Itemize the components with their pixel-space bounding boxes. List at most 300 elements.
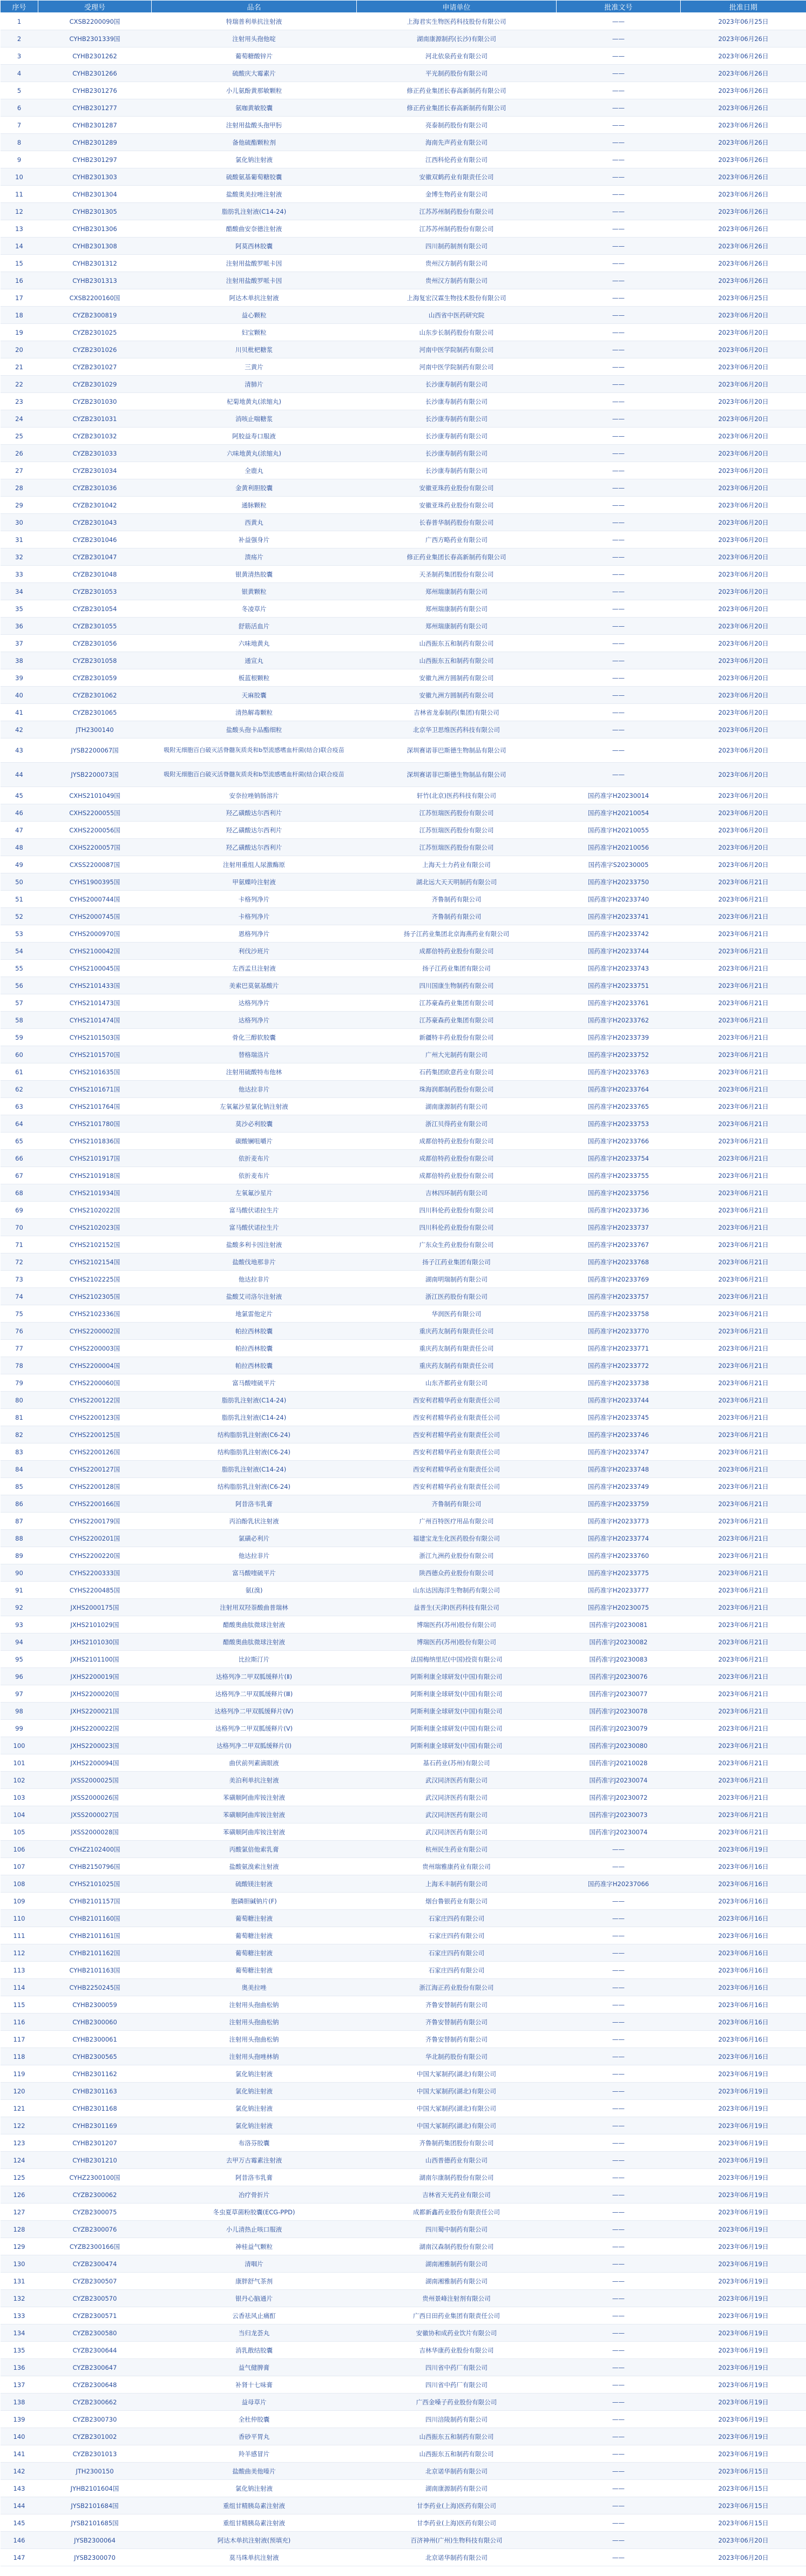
table-row	[1, 65, 806, 82]
cell-approval-no: ——	[557, 307, 681, 324]
cell-product-name: 注射用重组人尿激酶原	[152, 856, 357, 873]
cell-approval-date: 2023年06月20日	[681, 738, 806, 763]
cell-index: 143	[1, 2480, 38, 2497]
cell-acceptance-no: CYZB2300580	[38, 2324, 152, 2342]
cell-acceptance-no: CYHS2102305国	[38, 1288, 152, 1305]
cell-approval-date: 2023年06月16日	[681, 1927, 806, 1944]
cell-acceptance-no: CYHS2200002国	[38, 1323, 152, 1340]
table-row	[1, 1340, 806, 1357]
cell-product-name: 银黄颗粒	[152, 583, 357, 600]
cell-applicant: 郑州瑞康制药有限公司	[357, 600, 557, 618]
table-row	[1, 341, 806, 358]
table-row	[1, 1772, 806, 1789]
cell-product-name: 羟乙磺酸达尔西利片	[152, 839, 357, 856]
cell-acceptance-no: CYHS2200220国	[38, 1547, 152, 1564]
cell-approval-no: ——	[557, 2169, 681, 2186]
cell-approval-date: 2023年06月16日	[681, 1910, 806, 1927]
cell-applicant: 山西普德药业有限公司	[357, 2152, 557, 2169]
cell-acceptance-no: CYHB2301162	[38, 2065, 152, 2083]
cell-product-name: 川贝枇杷糖浆	[152, 341, 357, 358]
cell-approval-no: ——	[557, 2359, 681, 2376]
cell-applicant: 修正药业集团长春高新制药有限公司	[357, 99, 557, 117]
cell-applicant: 齐鲁安替制药有限公司	[357, 2031, 557, 2048]
cell-approval-date: 2023年06月15日	[681, 2463, 806, 2480]
cell-product-name: 注射用盐酸罗哌卡因	[152, 272, 357, 289]
cell-applicant: 浙江九洲药业股份有限公司	[357, 1547, 557, 1564]
cell-acceptance-no: JYSB2200067国	[38, 738, 152, 763]
table-body	[1, 13, 806, 2566]
cell-product-name: 全鹿丸	[152, 462, 357, 479]
cell-approval-date: 2023年06月20日	[681, 410, 806, 428]
cell-approval-date: 2023年06月19日	[681, 2342, 806, 2359]
cell-product-name: 氯化钠注射液	[152, 151, 357, 168]
cell-index: 65	[1, 1133, 38, 1150]
cell-index: 117	[1, 2031, 38, 2048]
cell-applicant: 湖南汉森制药股份有限公司	[357, 2238, 557, 2255]
cell-approval-no: ——	[557, 618, 681, 635]
cell-product-name: 曲伏前列素滴眼液	[152, 1754, 357, 1772]
table-row	[1, 1737, 806, 1754]
cell-approval-no: ——	[557, 289, 681, 307]
table-row	[1, 1409, 806, 1426]
cell-product-name: 冶疗骨折片	[152, 2186, 357, 2204]
cell-index: 92	[1, 1599, 38, 1616]
cell-acceptance-no: CYHB2301210	[38, 2152, 152, 2169]
cell-index: 15	[1, 255, 38, 272]
cell-product-name: 盐酸氨溴索注射液	[152, 1858, 357, 1875]
cell-approval-date: 2023年06月21日	[681, 1219, 806, 1236]
cell-applicant: 金博生物药业有限公司	[357, 186, 557, 203]
cell-acceptance-no: CYZB2300507	[38, 2273, 152, 2290]
cell-approval-no: 国药准字H20233740	[557, 891, 681, 908]
cell-applicant: 安徽九洲方圆制药有限公司	[357, 669, 557, 687]
cell-applicant: 上海君实生物医药科技股份有限公司	[357, 13, 557, 30]
cell-approval-date: 2023年06月21日	[681, 977, 806, 994]
table-row	[1, 272, 806, 289]
cell-approval-date: 2023年06月19日	[681, 2186, 806, 2204]
cell-applicant: 安徽亚珠药业股份有限公司	[357, 479, 557, 497]
cell-applicant: 江西科伦药业有限公司	[357, 151, 557, 168]
table-row	[1, 1029, 806, 1046]
cell-approval-date: 2023年06月19日	[681, 2376, 806, 2394]
table-row	[1, 514, 806, 531]
cell-acceptance-no: CYHS2101918国	[38, 1167, 152, 1184]
cell-acceptance-no: CYHS2200127国	[38, 1461, 152, 1478]
cell-approval-date: 2023年06月20日	[681, 583, 806, 600]
table-row	[1, 2480, 806, 2497]
table-row	[1, 1478, 806, 1495]
cell-product-name: 脂肪乳注射液(C14-24)	[152, 1461, 357, 1478]
cell-approval-no: ——	[557, 2428, 681, 2445]
cell-applicant: 湖南康源制药有限公司	[357, 1098, 557, 1115]
cell-approval-no: ——	[557, 1927, 681, 1944]
cell-approval-date: 2023年06月21日	[681, 1651, 806, 1668]
cell-product-name: 替格瑞洛片	[152, 1046, 357, 1063]
cell-approval-no: 国药准字H20233774	[557, 1530, 681, 1547]
cell-index: 114	[1, 1979, 38, 1996]
cell-acceptance-no: CYZB2301053	[38, 583, 152, 600]
cell-applicant: 中国大冢制药(湖北)有限公司	[357, 2065, 557, 2083]
cell-approval-no: 国药准字H20233772	[557, 1357, 681, 1374]
cell-index: 6	[1, 99, 38, 117]
cell-approval-date: 2023年06月21日	[681, 943, 806, 960]
cell-applicant: 西安利君精华药业有限责任公司	[357, 1478, 557, 1495]
cell-approval-no: ——	[557, 30, 681, 48]
cell-applicant: 烟台鲁银药业有限公司	[357, 1893, 557, 1910]
cell-index: 22	[1, 376, 38, 393]
table-row	[1, 1582, 806, 1599]
table-row	[1, 704, 806, 721]
cell-index: 7	[1, 117, 38, 134]
cell-product-name: 葡萄糖注射液	[152, 1962, 357, 1979]
cell-acceptance-no: CYHB2300060	[38, 2014, 152, 2031]
cell-approval-date: 2023年06月21日	[681, 1323, 806, 1340]
cell-approval-no: 国药准字H20233746	[557, 1426, 681, 1443]
cell-applicant: 广西日田药业集团有限责任公司	[357, 2307, 557, 2324]
cell-approval-no: ——	[557, 2480, 681, 2497]
cell-applicant: 杭州民生药业有限公司	[357, 1841, 557, 1858]
cell-product-name: 苯磺顺阿曲库铵注射液	[152, 1823, 357, 1841]
cell-applicant: 福建宝龙生化医药股份有限公司	[357, 1530, 557, 1547]
cell-acceptance-no: CXSB2200090国	[38, 13, 152, 30]
cell-approval-date: 2023年06月26日	[681, 134, 806, 151]
header-approval-date: 批准日期	[681, 1, 806, 13]
cell-approval-no: 国药准字H20233762	[557, 1012, 681, 1029]
cell-product-name: 富马酸伏诺拉生片	[152, 1219, 357, 1236]
cell-index: 11	[1, 186, 38, 203]
cell-acceptance-no: CXSB2200160国	[38, 289, 152, 307]
cell-index: 108	[1, 1875, 38, 1893]
table-row	[1, 1098, 806, 1115]
cell-approval-date: 2023年06月21日	[681, 1547, 806, 1564]
cell-index: 109	[1, 1893, 38, 1910]
cell-index: 142	[1, 2463, 38, 2480]
cell-applicant: 江苏恒瑞医药股份有限公司	[357, 804, 557, 822]
cell-index: 139	[1, 2411, 38, 2428]
cell-applicant: 四川制药制剂有限公司	[357, 238, 557, 255]
cell-product-name: 葡萄糖酸锌片	[152, 48, 357, 65]
cell-approval-date: 2023年06月21日	[681, 1720, 806, 1737]
cell-applicant: 长沙康寿制药有限公司	[357, 410, 557, 428]
cell-approval-no: 国药准字H20210055	[557, 822, 681, 839]
cell-product-name: 恩格列净片	[152, 925, 357, 943]
cell-product-name: 结构脂肪乳注射液(C6-24)	[152, 1426, 357, 1443]
cell-acceptance-no: CYZB2300076	[38, 2221, 152, 2238]
cell-acceptance-no: CYZB2300166国	[38, 2238, 152, 2255]
cell-applicant: 湖南康源制药(长沙)有限公司	[357, 30, 557, 48]
cell-approval-date: 2023年06月21日	[681, 1426, 806, 1443]
cell-product-name: 富马酸喹硫平片	[152, 1564, 357, 1582]
cell-acceptance-no: CYHS2102023国	[38, 1219, 152, 1236]
cell-product-name: 氨咖黄敏胶囊	[152, 99, 357, 117]
cell-approval-date: 2023年06月21日	[681, 1392, 806, 1409]
cell-applicant: 重庆药友制药有限责任公司	[357, 1340, 557, 1357]
cell-product-name: 达格列净二甲双胍缓释片(Ⅱ)	[152, 1668, 357, 1685]
cell-product-name: 卡格列净片	[152, 891, 357, 908]
cell-applicant: 浙江海正药业股份有限公司	[357, 1979, 557, 1996]
cell-acceptance-no: JYSB2300064	[38, 2532, 152, 2549]
cell-acceptance-no: CXHS2101049国	[38, 787, 152, 804]
cell-index: 34	[1, 583, 38, 600]
cell-index: 146	[1, 2532, 38, 2549]
table-row	[1, 1288, 806, 1305]
cell-approval-no: 国药准字H20233744	[557, 943, 681, 960]
cell-applicant: 亮泰制药股份有限公司	[357, 117, 557, 134]
cell-index: 132	[1, 2290, 38, 2307]
cell-index: 97	[1, 1685, 38, 1703]
cell-product-name: 结构脂肪乳注射液(C6-24)	[152, 1478, 357, 1495]
cell-acceptance-no: CYHS2102152国	[38, 1236, 152, 1253]
cell-acceptance-no: CXHS2200057国	[38, 839, 152, 856]
cell-approval-no: 国药准字H20233758	[557, 1305, 681, 1323]
cell-approval-date: 2023年06月20日	[681, 428, 806, 445]
cell-acceptance-no: CYZB2300474	[38, 2255, 152, 2273]
cell-index: 48	[1, 839, 38, 856]
cell-approval-date: 2023年06月21日	[681, 1150, 806, 1167]
cell-acceptance-no: CYHS2101570国	[38, 1046, 152, 1063]
cell-applicant: 贵州汉方制药有限公司	[357, 255, 557, 272]
cell-product-name: 杞菊地黄丸(浓缩丸)	[152, 393, 357, 410]
cell-approval-no: ——	[557, 2134, 681, 2152]
cell-approval-no: ——	[557, 2255, 681, 2273]
cell-approval-date: 2023年06月15日	[681, 2497, 806, 2514]
cell-acceptance-no: CYHS2200003国	[38, 1340, 152, 1357]
cell-approval-no: 国药准字H20233737	[557, 1219, 681, 1236]
cell-acceptance-no: CYHB2300059	[38, 1996, 152, 2014]
cell-applicant: 海南先声药业有限公司	[357, 134, 557, 151]
cell-approval-no: 国药准字H20233756	[557, 1184, 681, 1202]
cell-approval-date: 2023年06月19日	[681, 2083, 806, 2100]
cell-product-name: 达格列净片	[152, 994, 357, 1012]
cell-index: 23	[1, 393, 38, 410]
table-row	[1, 1046, 806, 1063]
table-row	[1, 1979, 806, 1996]
table-row	[1, 2273, 806, 2290]
cell-index: 21	[1, 358, 38, 376]
cell-approval-no: 国药准字J20230072	[557, 1789, 681, 1806]
cell-product-name: 硫酸氨基葡萄糖胶囊	[152, 168, 357, 186]
cell-applicant: 石家庄四药有限公司	[357, 1944, 557, 1962]
cell-acceptance-no: CYHB2300061	[38, 2031, 152, 2048]
cell-approval-date: 2023年06月21日	[681, 1271, 806, 1288]
cell-product-name: 帕拉西林胶囊	[152, 1357, 357, 1374]
cell-approval-no: ——	[557, 2324, 681, 2342]
cell-acceptance-no: CYHS2102225国	[38, 1271, 152, 1288]
cell-approval-no: 国药准字S20230005	[557, 856, 681, 873]
cell-applicant: 山西振东五和制药有限公司	[357, 652, 557, 669]
cell-approval-no: 国药准字H20233763	[557, 1063, 681, 1081]
cell-product-name: 帕拉西林胶囊	[152, 1340, 357, 1357]
cell-product-name: 注射用头孢曲松钠	[152, 1996, 357, 2014]
cell-acceptance-no: CXHS2200056国	[38, 822, 152, 839]
cell-acceptance-no: JXHS2101029国	[38, 1616, 152, 1633]
table-row	[1, 2359, 806, 2376]
table-row	[1, 2394, 806, 2411]
cell-acceptance-no: JXSS2000027国	[38, 1806, 152, 1823]
cell-acceptance-no: CYHB2301207	[38, 2134, 152, 2152]
cell-acceptance-no: CYZB2301058	[38, 652, 152, 669]
cell-product-name: 羟乙磺酸达尔西利片	[152, 822, 357, 839]
cell-applicant: 湖南尔康制药股份有限公司	[357, 2169, 557, 2186]
cell-product-name: 云香祛风止痛酊	[152, 2307, 357, 2324]
cell-approval-date: 2023年06月20日	[681, 566, 806, 583]
cell-index: 24	[1, 410, 38, 428]
cell-acceptance-no: CYHS2200122国	[38, 1392, 152, 1409]
cell-applicant: 齐鲁制药有限公司	[357, 891, 557, 908]
table-row	[1, 479, 806, 497]
cell-acceptance-no: CYZB2301046	[38, 531, 152, 548]
cell-acceptance-no: JXSS2000028国	[38, 1823, 152, 1841]
cell-product-name: 银黄清热胶囊	[152, 566, 357, 583]
cell-acceptance-no: JXHS2101030国	[38, 1633, 152, 1651]
cell-approval-date: 2023年06月21日	[681, 994, 806, 1012]
cell-acceptance-no: CYZB2301029	[38, 376, 152, 393]
cell-applicant: 郑州瑞康制药有限公司	[357, 618, 557, 635]
cell-applicant: 华北制药股份有限公司	[357, 2048, 557, 2065]
cell-applicant: 武汉同济医药有限公司	[357, 1772, 557, 1789]
table-row	[1, 2497, 806, 2514]
cell-approval-no: ——	[557, 82, 681, 99]
cell-acceptance-no: CYZB2301031	[38, 410, 152, 428]
cell-applicant: 石家庄四药有限公司	[357, 1910, 557, 1927]
cell-acceptance-no: JTH2300140	[38, 721, 152, 738]
cell-approval-date: 2023年06月19日	[681, 2255, 806, 2273]
cell-product-name: 清热解毒颗粒	[152, 704, 357, 721]
cell-acceptance-no: CYHS2200128国	[38, 1478, 152, 1495]
cell-product-name: 氯化钠注射液	[152, 2083, 357, 2100]
cell-approval-no: ——	[557, 669, 681, 687]
cell-index: 20	[1, 341, 38, 358]
cell-product-name: 富马酸伏诺拉生片	[152, 1202, 357, 1219]
cell-applicant: 长春普华制药股份有限公司	[357, 514, 557, 531]
cell-approval-date: 2023年06月20日	[681, 704, 806, 721]
cell-index: 9	[1, 151, 38, 168]
table-row	[1, 1858, 806, 1875]
cell-index: 70	[1, 1219, 38, 1236]
cell-product-name: 小儿清热止咳口服液	[152, 2221, 357, 2238]
cell-applicant: 北京诺华制药有限公司	[357, 2463, 557, 2480]
cell-applicant: 成都倍特药业股份有限公司	[357, 1150, 557, 1167]
table-row	[1, 2411, 806, 2428]
cell-acceptance-no: JXSS2000025国	[38, 1772, 152, 1789]
cell-acceptance-no: CYZB2300662	[38, 2394, 152, 2411]
cell-index: 105	[1, 1823, 38, 1841]
cell-product-name: 注射用盐酸头孢甲肟	[152, 117, 357, 134]
cell-approval-no: 国药准字H20233744	[557, 1392, 681, 1409]
cell-approval-no: 国药准字H20233743	[557, 960, 681, 977]
cell-approval-no: 国药准字H20233767	[557, 1236, 681, 1253]
table-row	[1, 1133, 806, 1150]
cell-applicant: 北京诺华制药有限公司	[357, 2549, 557, 2566]
cell-product-name: 葡萄糖注射液	[152, 1910, 357, 1927]
cell-product-name: 达格列净二甲双胍缓释片(Ⅳ)	[152, 1703, 357, 1720]
cell-approval-no: 国药准字H20233739	[557, 1029, 681, 1046]
cell-approval-no: ——	[557, 1962, 681, 1979]
cell-applicant: 安徽协和成药业饮片有限公司	[357, 2324, 557, 2342]
cell-acceptance-no: CYZB2301032	[38, 428, 152, 445]
cell-approval-no: ——	[557, 272, 681, 289]
table-row	[1, 583, 806, 600]
cell-product-name: 布洛芬胶囊	[152, 2134, 357, 2152]
cell-product-name: 舒筋活血片	[152, 618, 357, 635]
table-row	[1, 1789, 806, 1806]
cell-approval-no: ——	[557, 1996, 681, 2014]
cell-index: 16	[1, 272, 38, 289]
table-row	[1, 2342, 806, 2359]
cell-approval-date: 2023年06月21日	[681, 1340, 806, 1357]
table-row	[1, 566, 806, 583]
cell-approval-no: 国药准字H20233757	[557, 1288, 681, 1305]
cell-approval-no: 国药准字H20233748	[557, 1461, 681, 1478]
cell-product-name: 阿昔洛韦乳膏	[152, 2169, 357, 2186]
cell-acceptance-no: CYHB2301304	[38, 186, 152, 203]
cell-approval-no: 国药准字H20233768	[557, 1253, 681, 1271]
cell-applicant: 西安利君精华药业有限责任公司	[357, 1409, 557, 1426]
cell-approval-no: ——	[557, 1858, 681, 1875]
table-row	[1, 1841, 806, 1858]
cell-approval-date: 2023年06月15日	[681, 2514, 806, 2532]
table-row	[1, 1495, 806, 1513]
cell-acceptance-no: CYZB2300062	[38, 2186, 152, 2204]
cell-acceptance-no: CYZB2301033	[38, 445, 152, 462]
cell-approval-no: 国药准字J20230077	[557, 1685, 681, 1703]
cell-index: 121	[1, 2100, 38, 2117]
cell-approval-date: 2023年06月21日	[681, 1133, 806, 1150]
cell-approval-no: ——	[557, 2186, 681, 2204]
cell-approval-no: 国药准字H20233751	[557, 977, 681, 994]
cell-approval-date: 2023年06月20日	[681, 618, 806, 635]
cell-acceptance-no: CYZB2301059	[38, 669, 152, 687]
cell-approval-date: 2023年06月20日	[681, 462, 806, 479]
cell-approval-no: ——	[557, 2307, 681, 2324]
cell-acceptance-no: CXSS2200087国	[38, 856, 152, 873]
cell-approval-no: ——	[557, 721, 681, 738]
cell-applicant: 阿斯利康全球研发(中国)有限公司	[357, 1737, 557, 1754]
table-row	[1, 117, 806, 134]
cell-acceptance-no: JXHS2200021国	[38, 1703, 152, 1720]
table-row	[1, 462, 806, 479]
cell-acceptance-no: CYHB2301266	[38, 65, 152, 82]
cell-applicant: 广州百特医疗用品有限公司	[357, 1513, 557, 1530]
table-row	[1, 1323, 806, 1340]
cell-approval-date: 2023年06月21日	[681, 1063, 806, 1081]
cell-applicant: 吉林华康药业股份有限公司	[357, 2342, 557, 2359]
cell-approval-no: 国药准字J20230076	[557, 1668, 681, 1685]
cell-acceptance-no: CYZB2301047	[38, 548, 152, 566]
cell-approval-no: 国药准字H20233760	[557, 1547, 681, 1564]
cell-approval-date: 2023年06月21日	[681, 891, 806, 908]
cell-approval-no: 国药准字H20233742	[557, 925, 681, 943]
cell-approval-date: 2023年06月16日	[681, 1996, 806, 2014]
cell-applicant: 吉林省龙泰制药(集团)有限公司	[357, 704, 557, 721]
table-row	[1, 943, 806, 960]
cell-product-name: 甲氨蝶呤注射液	[152, 873, 357, 891]
header-acceptance-no: 受理号	[38, 1, 152, 13]
cell-applicant: 天圣制药集团股份有限公司	[357, 566, 557, 583]
cell-index: 47	[1, 822, 38, 839]
cell-index: 67	[1, 1167, 38, 1184]
cell-product-name: 卡格列净片	[152, 908, 357, 925]
table-row	[1, 2031, 806, 2048]
cell-approval-date: 2023年06月21日	[681, 1478, 806, 1495]
cell-acceptance-no: CYZB2300730	[38, 2411, 152, 2428]
table-row	[1, 203, 806, 220]
table-row	[1, 289, 806, 307]
cell-product-name: 达格列净二甲双胍缓释片(Ⅲ)	[152, 1685, 357, 1703]
cell-product-name: 利伐沙班片	[152, 943, 357, 960]
cell-index: 90	[1, 1564, 38, 1582]
cell-approval-no: ——	[557, 2048, 681, 2065]
